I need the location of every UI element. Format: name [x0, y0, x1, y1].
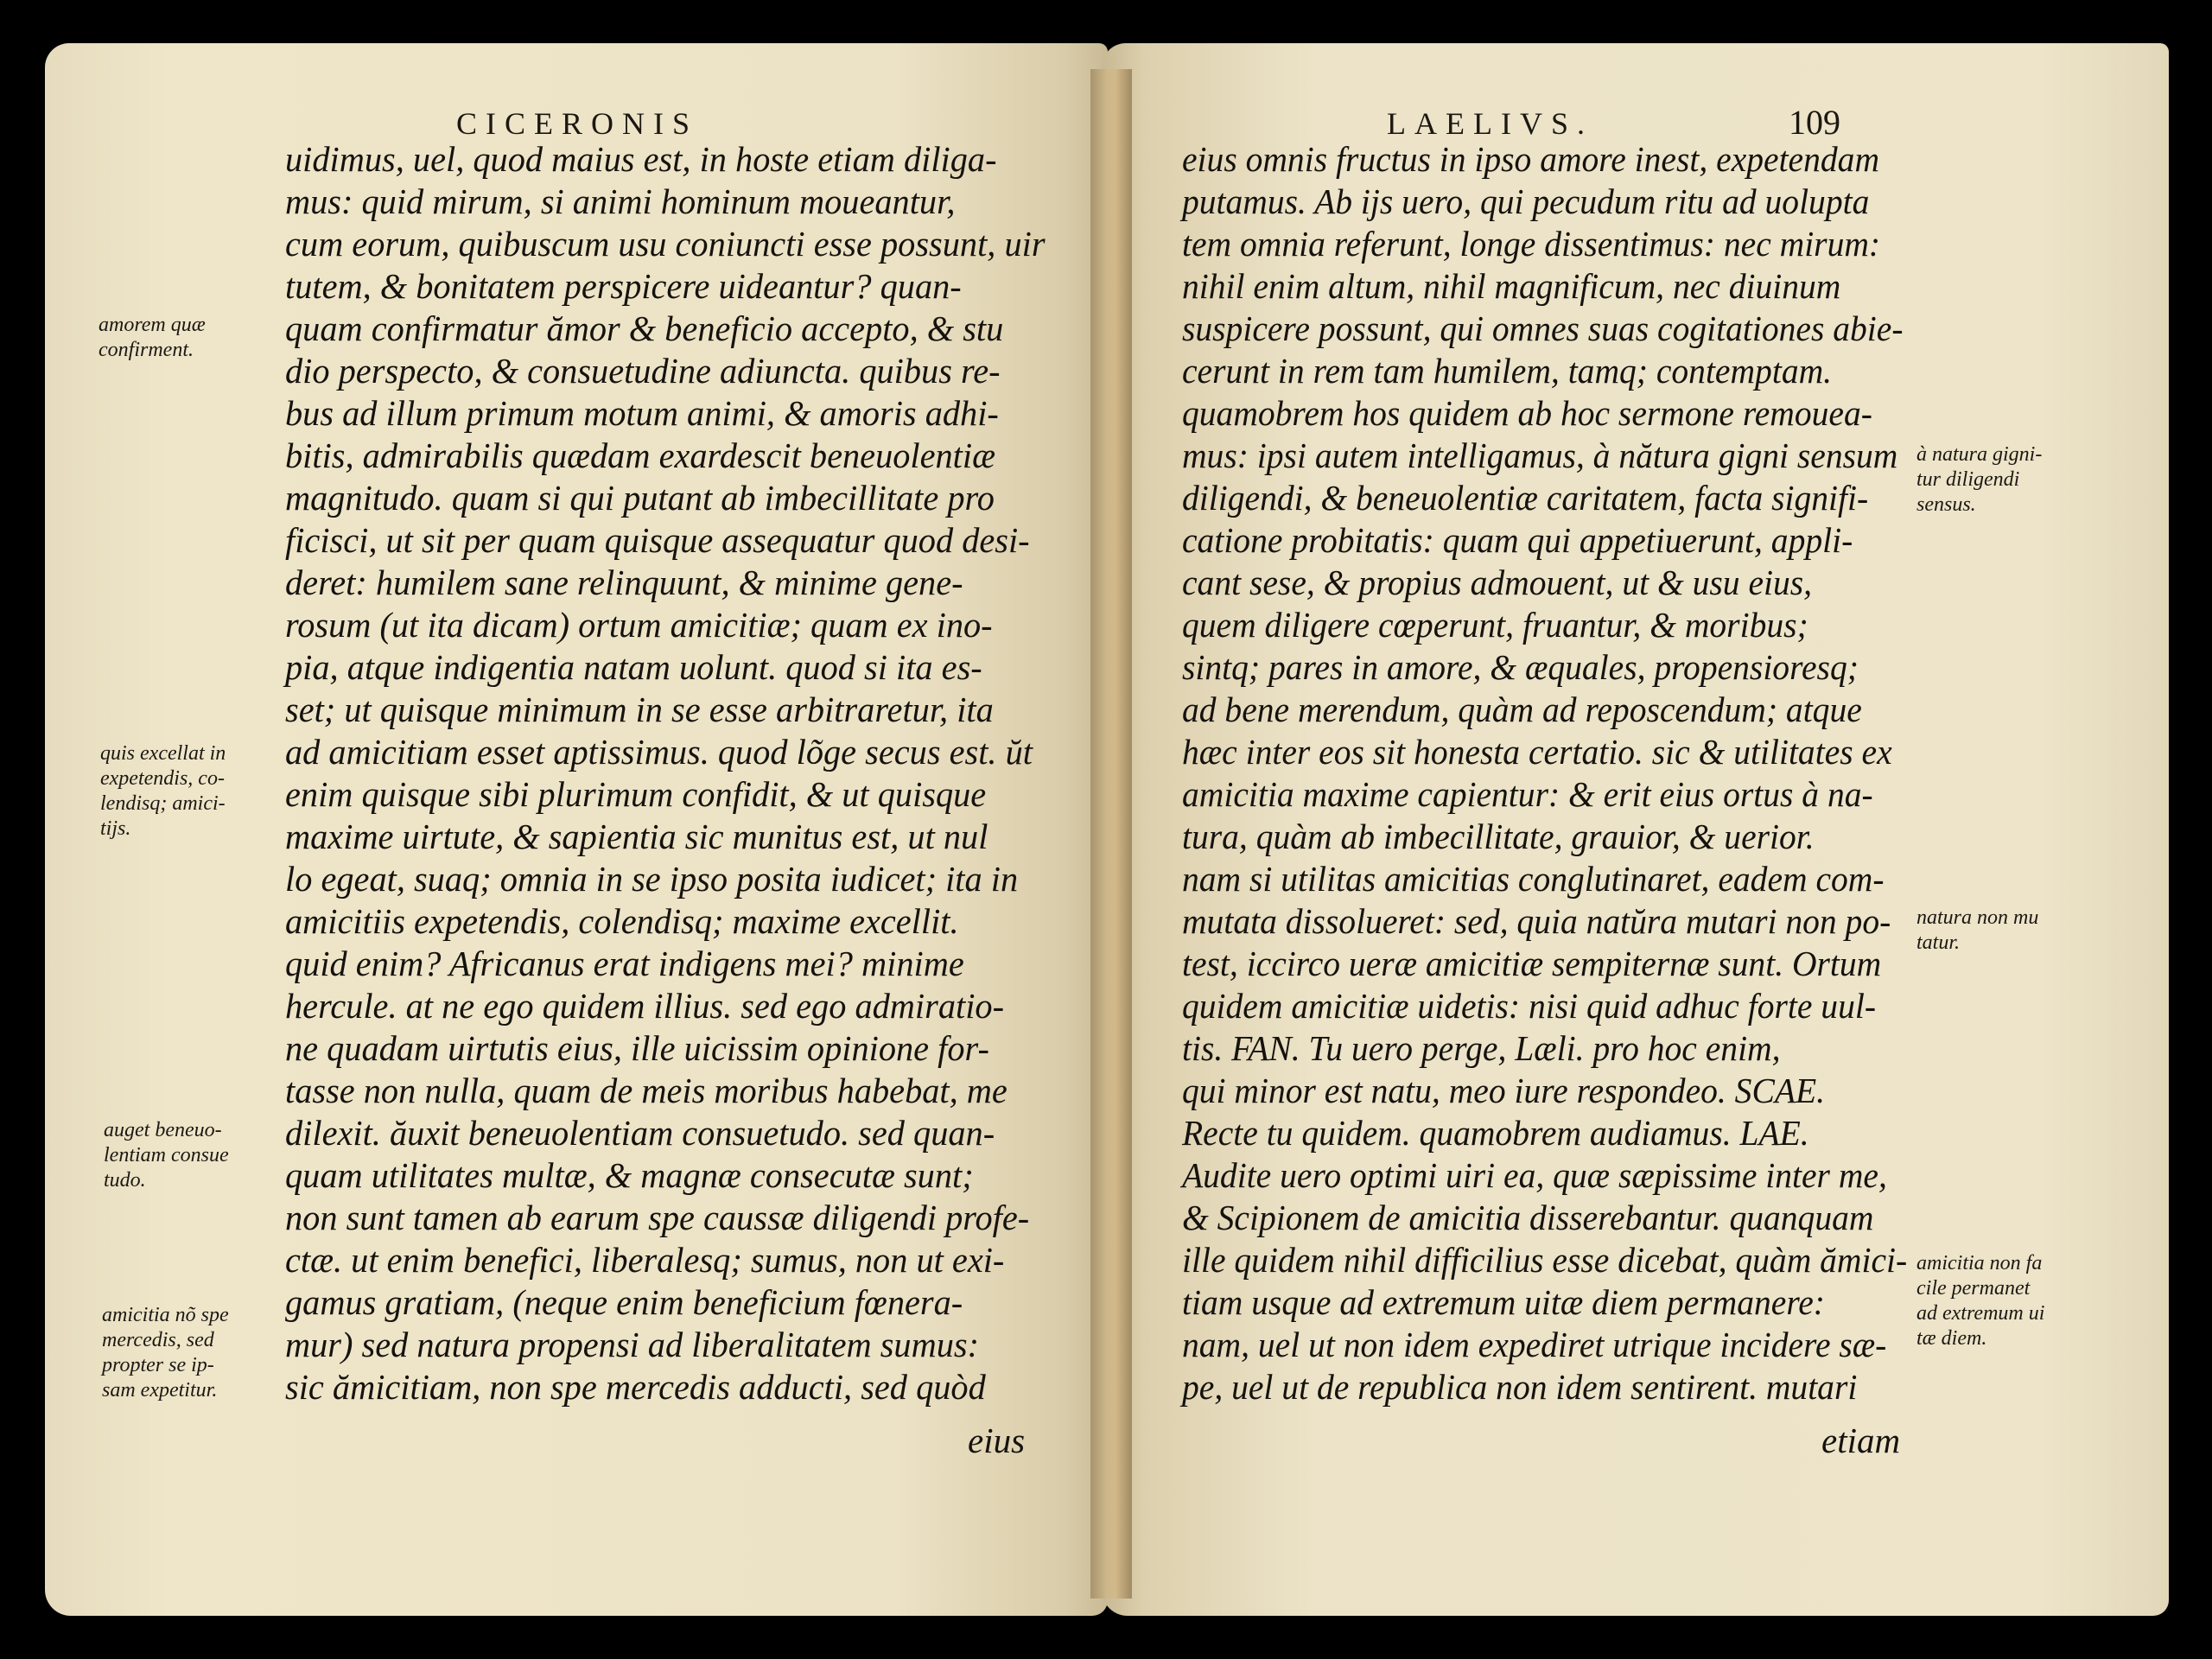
text-line: quam utilitates multæ, & magnæ consecutæ sunt;: [285, 1155, 974, 1195]
left-margin-note-4: [102, 1303, 229, 1403]
text-line: tutem, & bonitatem perspicere uideantur? quan-: [285, 266, 962, 306]
margin-note-line: lentiam consue: [104, 1144, 229, 1166]
text-line: catione probitatis: quam qui appetiuerunt, appli-: [1182, 520, 1853, 560]
text-line: uidimus, uel, quod maius est, in hoste etiam diliga-: [285, 139, 997, 179]
text-line: non sunt tamen ab earum spe caussæ diligendi profe-: [285, 1198, 1030, 1237]
left-catchword: eius: [968, 1421, 1026, 1460]
text-line: sic ămicitiam, non spe mercedis adducti, sed quòd: [285, 1367, 986, 1407]
text-line: amicitiis expetendis, colendisq; maxime excellit.: [285, 901, 959, 941]
text-line: quam confirmatur ămor & beneficio accepto, & stu: [285, 308, 1004, 348]
text-line: mur) sed natura propensi ad liberalitatem sumus:: [285, 1325, 980, 1364]
text-line: nihil enim altum, nihil magnificum, nec diuinum: [1182, 266, 1841, 306]
right-margin-note-1: [1916, 442, 2042, 518]
text-line: test, iccirco ueræ amicitiæ sempiternæ sunt. Ortum: [1182, 944, 1882, 983]
right-margin-note-3: [1916, 1251, 2044, 1351]
text-line: tiam usque ad extremum uitæ diem permanere:: [1182, 1282, 1825, 1322]
text-line: hæc inter eos sit honesta certatio. sic & utilitates ex: [1182, 732, 1892, 772]
margin-note-line: amicitia non fa: [1916, 1252, 2043, 1274]
margin-note-line: tur diligendi: [1916, 468, 2020, 491]
margin-note-line: tijs.: [100, 817, 131, 840]
margin-note-line: auget beneuo-: [104, 1119, 222, 1141]
margin-note-line: natura non mu: [1916, 906, 2039, 929]
text-line: & Scipionem de amicitia disserebantur. quanquam: [1182, 1198, 1874, 1237]
right-catchword: etiam: [1821, 1421, 1901, 1460]
text-line: tura, quàm ab imbecillitate, grauior, & uerior.: [1182, 817, 1815, 856]
left-margin-note-2: [100, 741, 226, 842]
left-running-head: CICERONIS: [456, 106, 699, 141]
text-line: mus: quid mirum, si animi hominum moueantur,: [285, 181, 956, 221]
margin-note-line: amicitia nõ spe: [102, 1304, 229, 1326]
margin-note-line: quis excellat in: [100, 742, 226, 765]
text-line: amicitia maxime capientur: & erit eius ortus à na-: [1182, 774, 1873, 814]
text-line: maxime uirtute, & sapientia sic munitus est, ut nul: [285, 817, 988, 856]
text-line: set; ut quisque minimum in se esse arbitraretur, ita: [285, 690, 994, 729]
text-line: pia, atque indigentia natam uolunt. quod si ita es-: [285, 647, 982, 687]
text-line: pe, uel ut de republica non idem sentirent. mutari: [1182, 1367, 1858, 1407]
left-body-text: [285, 138, 1067, 1408]
left-margin-note-1: [99, 313, 206, 363]
text-line: ad amicitiam esset aptissimus. quod lõge secus est. ŭt: [285, 732, 1033, 772]
margin-note-line: propter se ip-: [102, 1354, 214, 1376]
text-line: quid enim? Africanus erat indigens mei? minime: [285, 944, 964, 983]
text-line: suspicere possunt, qui omnes suas cogitationes abie-: [1182, 308, 1904, 348]
text-line: qui minor est natu, meo iure respondeo. SCAE.: [1182, 1071, 1826, 1110]
text-line: mus: ipsi autem intelligamus, à nătura gigni sensum: [1182, 435, 1898, 475]
text-line: magnitudo. quam si qui putant ab imbecillitate pro: [285, 478, 995, 518]
text-line: eius omnis fructus in ipso amore inest, expetendam: [1182, 139, 1880, 179]
text-line: cerunt in rem tam humilem, tamq; contemptam.: [1182, 351, 1833, 391]
text-line: quamobrem hos quidem ab hoc sermone remouea-: [1182, 393, 1872, 433]
margin-note-line: tatur.: [1916, 931, 1961, 954]
margin-note-line: tæ diem.: [1916, 1327, 1987, 1350]
left-margin-note-3: [104, 1118, 229, 1193]
text-line: Audite uero optimi uiri ea, quæ sæpissime inter me,: [1182, 1155, 1887, 1195]
text-line: tasse non nulla, quam de meis moribus habebat, me: [285, 1071, 1007, 1110]
text-line: ille quidem nihil difficilius esse dicebat, quàm ămici-: [1182, 1240, 1908, 1280]
text-line: rosum (ut ita dicam) ortum amicitiæ; quam ex ino-: [285, 605, 993, 645]
text-line: ficisci, ut sit per quam quisque assequatur quod desi-: [285, 520, 1030, 560]
margin-note-line: tudo.: [104, 1169, 146, 1192]
text-line: quidem amicitiæ uidetis: nisi quid adhuc forte uul-: [1182, 986, 1877, 1026]
margin-note-line: à natura gigni-: [1916, 443, 2043, 466]
margin-note-line: mercedis, sed: [102, 1329, 214, 1351]
text-line: ctæ. ut enim benefici, liberalesq; sumus, non ut exi-: [285, 1240, 1005, 1280]
text-line: cant sese, & propius admouent, ut & usu eius,: [1182, 563, 1813, 602]
text-line: tem omnia referunt, longe dissentimus: nec mirum:: [1182, 224, 1881, 264]
text-line: dio perspecto, & consuetudine adiuncta. quibus re-: [285, 351, 1001, 391]
right-margin-note-2: [1916, 906, 2038, 956]
text-line: cum eorum, quibuscum usu coniuncti esse possunt, uir: [285, 224, 1046, 264]
text-line: nam si utilitas amicitias conglutinaret, eadem com-: [1182, 859, 1885, 899]
margin-note-line: sam expetitur.: [102, 1379, 218, 1402]
text-line: nam, uel ut non idem expediret utrique incidere sæ-: [1182, 1325, 1887, 1364]
text-line: dilexit. ăuxit beneuolentiam consuetudo. sed quan-: [285, 1113, 995, 1153]
text-line: gamus gratiam, (neque enim beneficium fœnera-: [285, 1282, 963, 1322]
right-body-text: [1182, 138, 1943, 1408]
margin-note-line: lendisq; amici-: [100, 792, 226, 815]
text-line: ne quadam uirtutis eius, ille uicissim opinione for-: [285, 1028, 989, 1068]
text-line: enim quisque sibi plurimum confidit, & ut quisque: [285, 774, 987, 814]
page-number: 109: [1789, 103, 1840, 142]
text-line: quem diligere cœperunt, fruantur, & moribus;: [1182, 605, 1808, 645]
text-line: bitis, admirabilis quædam exardescit beneuolentiæ: [285, 435, 996, 475]
text-line: putamus. Ab ijs uero, qui pecudum ritu ad uolupta: [1182, 181, 1870, 221]
margin-note-line: ad extremum ui: [1916, 1302, 2045, 1325]
margin-note-line: expetendis, co-: [100, 767, 225, 790]
book-gutter: [1090, 69, 1132, 1599]
text-line: ad bene merendum, quàm ad reposcendum; atque: [1182, 690, 1862, 729]
text-line: deret: humilem sane relinquunt, & minime gene-: [285, 563, 963, 602]
margin-note-line: confirment.: [99, 339, 194, 361]
text-line: Recte tu quidem. quamobrem audiamus. LAE.: [1182, 1113, 1809, 1153]
text-line: lo egeat, suaq; omnia in se ipso posita iudicet; ita in: [285, 859, 1019, 899]
text-line: bus ad illum primum motum animi, & amoris adhi-: [285, 393, 999, 433]
text-line: mutata dissolueret: sed, quia natŭra mutari non po-: [1182, 901, 1891, 941]
text-line: sintq; pares in amore, & æquales, propensioresq;: [1182, 647, 1859, 687]
margin-note-line: amorem quæ: [99, 314, 206, 336]
margin-note-line: sensus.: [1916, 493, 1976, 516]
margin-note-line: cile permanet: [1916, 1277, 2031, 1300]
right-running-head: LAELIVS.: [1387, 106, 1593, 141]
text-line: hercule. at ne ego quidem illius. sed ego admiratio-: [285, 986, 1005, 1026]
text-line: tis. FAN. Tu uero perge, Læli. pro hoc enim,: [1182, 1028, 1781, 1068]
text-line: diligendi, & beneuolentiæ caritatem, facta signifi-: [1182, 478, 1869, 518]
